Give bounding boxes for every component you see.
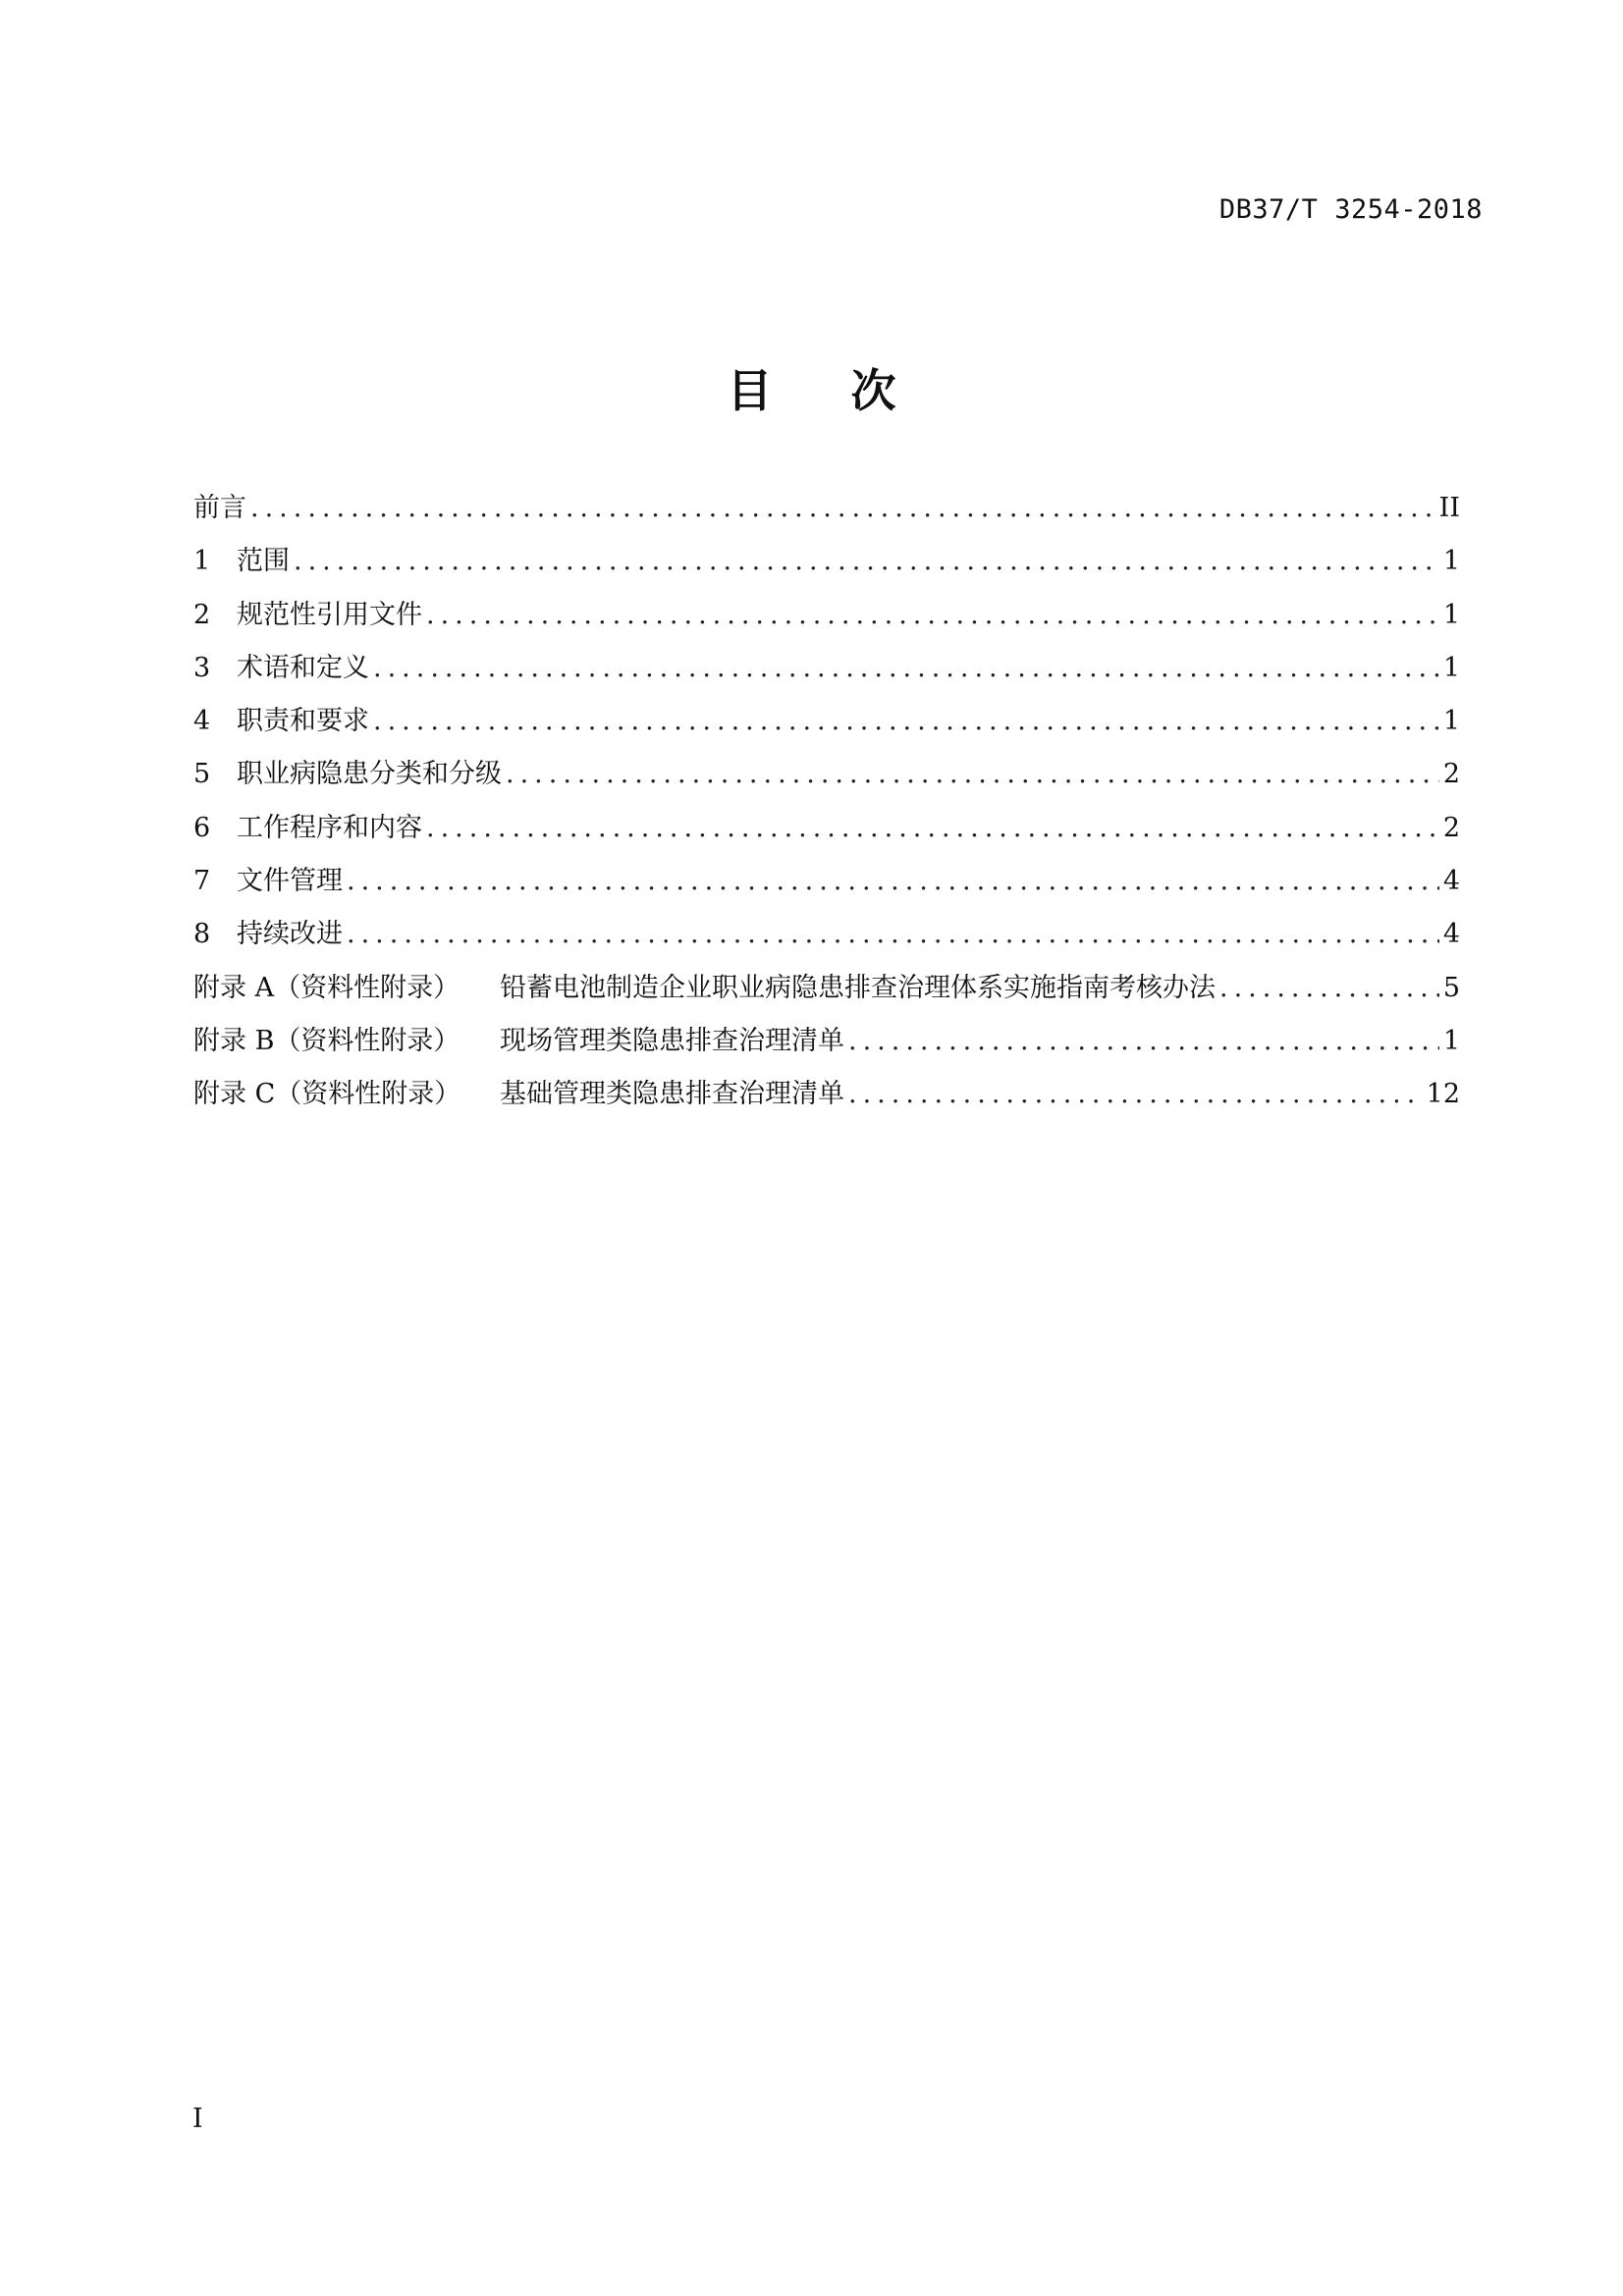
toc-appendix-page: 12 [1426,1079,1460,1110]
toc-appendix-label: 基础管理类隐患排查治理清单 [500,1079,844,1110]
toc-entry-page: 1 [1442,546,1460,577]
table-of-contents [193,482,1460,1122]
toc-entry-page: 4 [1442,866,1460,897]
toc-leader-dots [848,1015,1439,1068]
toc-entry-number: 8 [193,919,211,950]
toc-entry-page: 4 [1442,919,1460,950]
toc-leader-dots [250,482,1435,535]
toc-appendix-prefix: 附录 A（资料性附录） [193,972,460,1003]
toc-appendix-prefix: 附录 B（资料性附录） [193,1025,460,1056]
standard-code: DB37/T 3254-2018 [1218,194,1483,225]
toc-entry-4[interactable] [193,695,1460,748]
toc-entry-6[interactable] [193,802,1460,855]
toc-leader-dots [506,748,1439,801]
toc-entry-number: 1 [193,546,211,577]
toc-entry-number: 5 [193,759,211,790]
toc-leader-dots [373,695,1439,748]
toc-entry-5[interactable] [193,748,1460,801]
toc-entry-page: 2 [1442,759,1460,790]
toc-entry-label: 持续改进 [237,919,343,950]
toc-appendix-page: 1 [1442,1025,1460,1056]
page-number: I [192,2104,203,2134]
toc-entry-label: 工作程序和内容 [237,812,422,843]
toc-entry-label: 职业病隐患分类和分级 [237,759,502,790]
toc-appendix-label: 铅蓄电池制造企业职业病隐患排查治理体系实施指南考核办法 [500,972,1216,1003]
toc-entry-page: 1 [1442,706,1460,737]
toc-entry-8[interactable] [193,908,1460,961]
toc-leader-dots [347,855,1439,908]
toc-appendix-page: 5 [1442,972,1460,1003]
toc-entry-number: 6 [193,812,211,843]
toc-entry-3[interactable] [193,642,1460,695]
toc-entry-7[interactable] [193,855,1460,908]
toc-leader-dots [426,589,1439,642]
toc-entry-label: 文件管理 [237,866,343,897]
toc-entry-number: 3 [193,652,211,683]
toc-appendix-prefix: 附录 C（资料性附录） [193,1079,461,1110]
toc-entry-number: 4 [193,706,211,737]
toc-appendix-a[interactable] [193,962,1460,1015]
toc-appendix-b[interactable] [193,1015,1460,1068]
toc-entry-number: 2 [193,599,211,630]
toc-entry-1[interactable] [193,535,1460,588]
toc-leader-dots [294,535,1439,588]
toc-leader-dots [848,1068,1423,1121]
toc-appendix-c[interactable] [193,1068,1460,1121]
toc-entry-foreword[interactable] [193,482,1460,535]
toc-entry-2[interactable] [193,589,1460,642]
toc-entry-label: 规范性引用文件 [237,599,422,630]
toc-entry-label: 前言 [193,493,246,523]
toc-entry-page: 2 [1442,812,1460,843]
toc-entry-label: 术语和定义 [237,652,369,683]
toc-entry-page: II [1438,493,1460,523]
toc-leader-dots [1219,962,1439,1015]
toc-entry-page: 1 [1442,599,1460,630]
toc-entry-number: 7 [193,866,211,897]
toc-leader-dots [426,802,1439,855]
toc-entry-label: 范围 [237,546,290,577]
toc-leader-dots [373,642,1439,695]
toc-entry-label: 职责和要求 [237,706,369,737]
toc-appendix-label: 现场管理类隐患排查治理清单 [500,1025,844,1056]
toc-leader-dots [347,908,1439,961]
toc-entry-page: 1 [1442,652,1460,683]
toc-title: 目次 [727,364,975,417]
